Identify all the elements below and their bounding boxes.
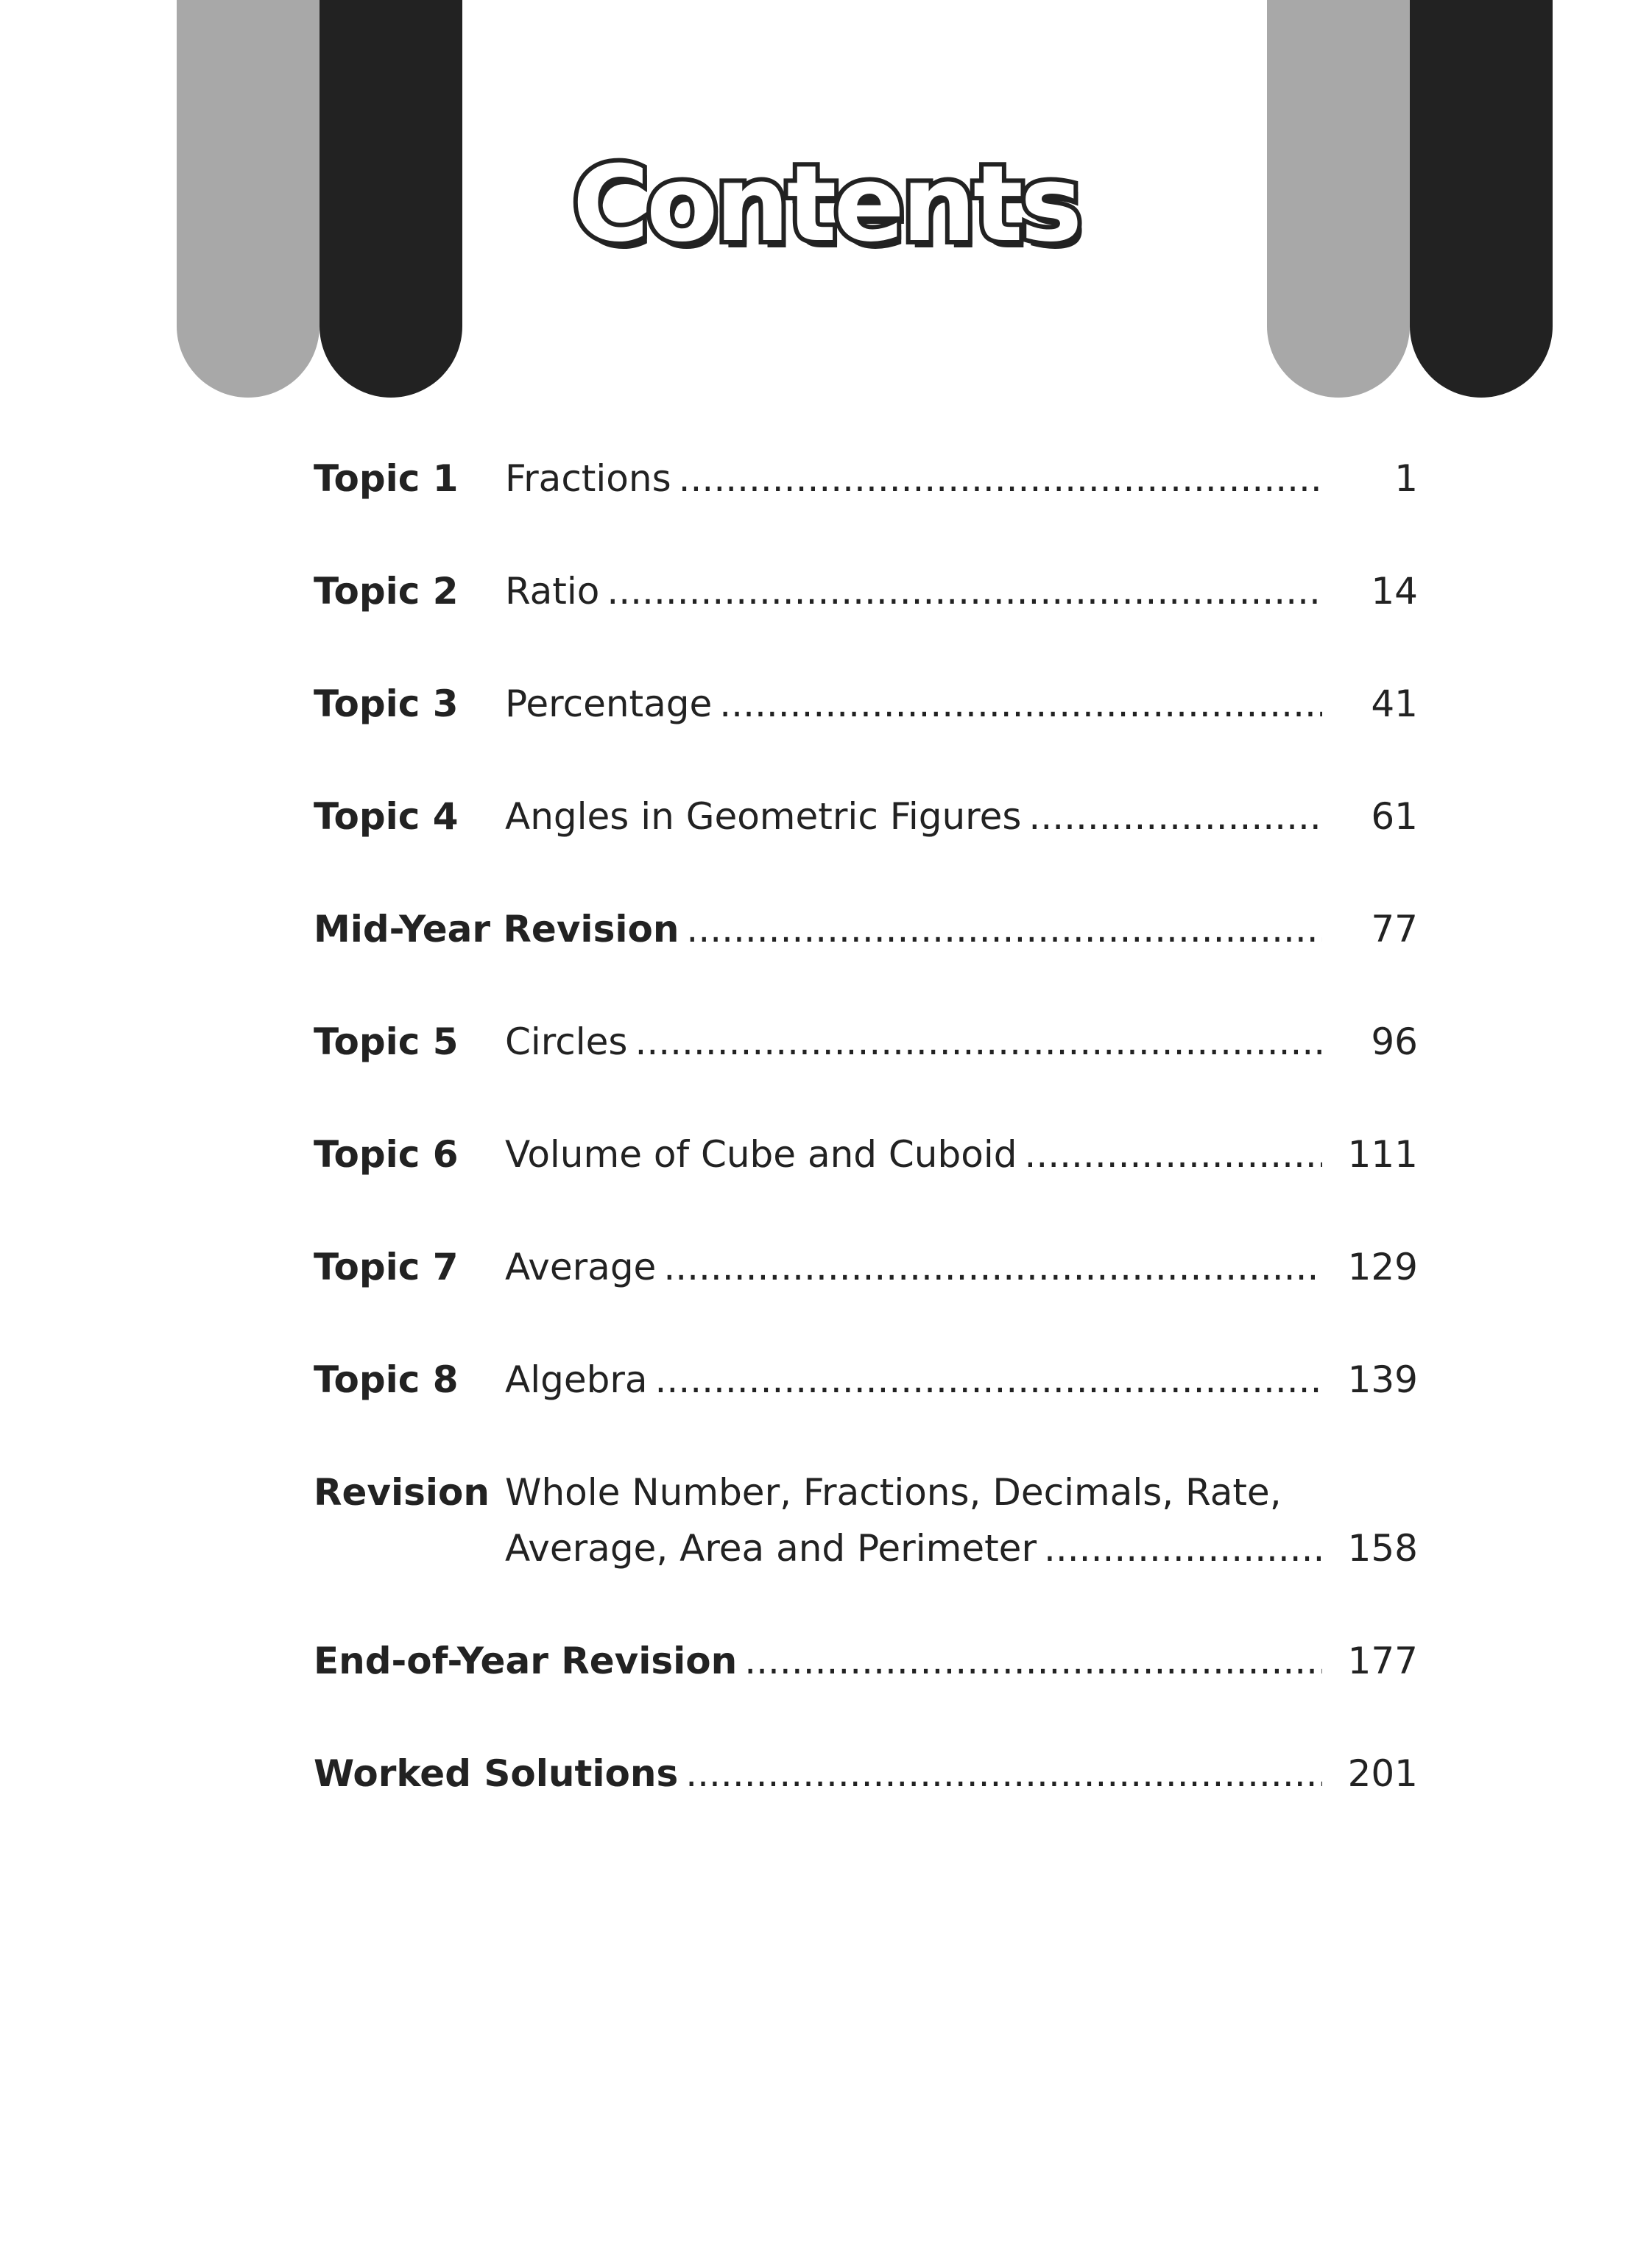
dot-leader [744,1633,1322,1689]
toc-entry-name-line-1: Whole Number, Fractions, Decimals, Rate, [505,1471,1282,1514]
toc-entry-name: Average, Area and Perimeter [505,1527,1037,1570]
toc-entry-page: 201 [1347,1752,1418,1795]
toc-entry-page: 77 [1371,908,1418,950]
toc-entry-topic-3[interactable] [314,676,1418,732]
toc-entry-name: Mid-Year Revision [314,908,679,950]
toc-entry-label: Topic 2 [314,570,459,613]
toc-entry-name: Ratio [505,570,600,613]
toc-entry-label: Topic 8 [314,1358,459,1401]
dot-leader [1044,1520,1322,1576]
dot-leader [607,563,1322,619]
dot-leader [679,451,1322,507]
dot-leader [1028,789,1322,844]
toc-entry-page: 139 [1347,1358,1418,1401]
toc-entry-name: Average [505,1246,657,1288]
toc-entry-topic-6[interactable] [314,1126,1418,1182]
toc-entry-label: Topic 1 [314,457,459,500]
toc-entry-end-of-year-revision[interactable] [314,1633,1418,1689]
toc-entry-label: Topic 6 [314,1133,459,1176]
toc-entry-page: 158 [1347,1527,1418,1570]
toc-entry-page: 14 [1371,570,1418,613]
toc-entry-label: Topic 3 [314,682,459,725]
toc-entry-name: End-of-Year Revision [314,1640,738,1682]
toc-entry-topic-8[interactable] [314,1352,1418,1408]
toc-entry-name: Worked Solutions [314,1752,679,1795]
toc-entry-topic-7[interactable] [314,1239,1418,1295]
toc-entry-topic-1[interactable] [314,451,1418,507]
toc-entry-label: Revision [314,1471,490,1514]
toc-entry-name: Fractions [505,457,671,500]
title-area [0,144,1652,265]
dot-leader [686,901,1322,957]
toc-entry-topic-2[interactable] [314,563,1418,619]
toc-entry-topic-4[interactable] [314,789,1418,844]
toc-entry-label: Topic 7 [314,1246,459,1288]
toc-entry-label: Topic 5 [314,1020,459,1063]
table-of-contents [314,451,1418,1858]
toc-entry-name: Volume of Cube and Cuboid [505,1133,1017,1176]
page-title: Contents [572,144,1080,265]
dot-leader [663,1239,1322,1295]
toc-entry-worked-solutions[interactable] [314,1746,1418,1802]
toc-entry-topic-5[interactable] [314,1014,1418,1070]
toc-entry-name: Algebra [505,1358,648,1401]
dot-leader [635,1014,1322,1070]
toc-entry-page: 41 [1371,682,1418,725]
toc-entry-page: 96 [1371,1020,1418,1063]
toc-entry-revision[interactable] [314,1464,1418,1576]
dot-leader [655,1352,1322,1408]
toc-entry-page: 1 [1394,457,1418,500]
toc-entry-name: Circles [505,1020,628,1063]
dot-leader [685,1746,1322,1802]
dot-leader [719,676,1322,732]
toc-entry-mid-year-revision[interactable] [314,901,1418,957]
toc-entry-page: 129 [1347,1246,1418,1288]
toc-entry-page: 61 [1371,795,1418,838]
toc-entry-page: 111 [1347,1133,1418,1176]
toc-entry-page: 177 [1347,1640,1418,1682]
toc-entry-name: Percentage [505,682,713,725]
toc-entry-name: Angles in Geometric Figures [505,795,1022,838]
toc-entry-label: Topic 4 [314,795,459,838]
dot-leader [1024,1126,1322,1182]
